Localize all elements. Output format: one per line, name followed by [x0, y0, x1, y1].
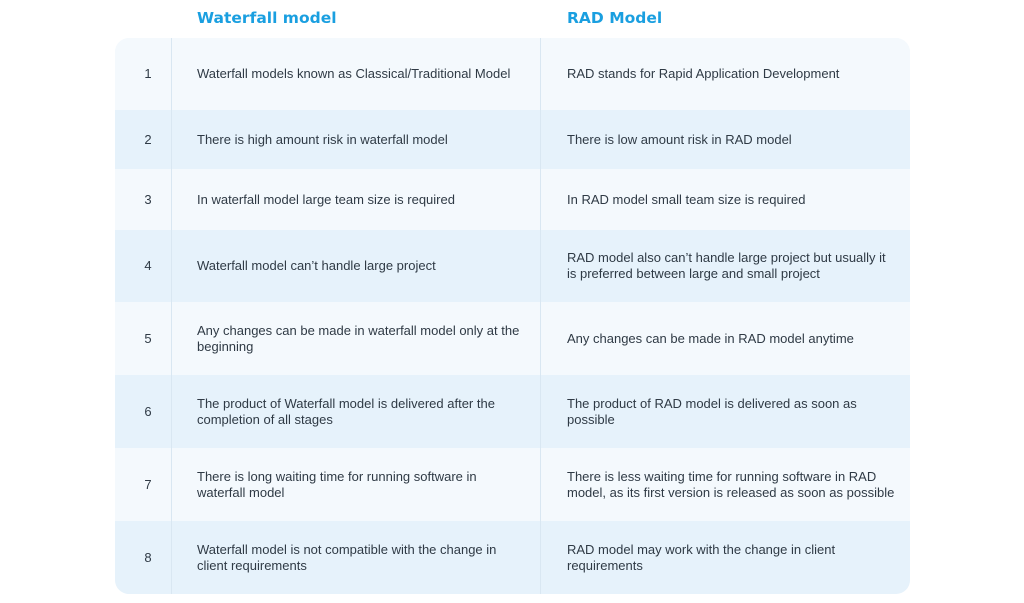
row-number: 7: [144, 476, 152, 492]
waterfall-cell: [171, 169, 540, 230]
waterfall-text: There is high amount risk in waterfall model: [197, 131, 448, 147]
column-divider: [540, 38, 541, 594]
table-row: [115, 110, 910, 169]
comparison-table: [115, 38, 910, 594]
table-row: [115, 448, 910, 521]
rad-text: In RAD model small team size is required: [567, 191, 806, 207]
waterfall-cell: [171, 302, 540, 375]
row-number: 3: [144, 191, 152, 207]
waterfall-text: The product of Waterfall model is delivered after the completion of all stages: [197, 395, 495, 427]
waterfall-cell: [171, 521, 540, 594]
table-row: [115, 302, 910, 375]
table-row: [115, 230, 910, 302]
rad-cell: [540, 169, 910, 230]
row-number: 1: [144, 66, 152, 81]
table-row: [115, 521, 910, 594]
rad-cell: [540, 448, 910, 521]
row-number: 8: [144, 549, 152, 565]
rad-text: RAD model also can’t handle large project but usually it is preferred between large and small project: [567, 250, 886, 281]
waterfall-cell: [171, 375, 540, 448]
table-row: [115, 375, 910, 448]
waterfall-cell: [171, 230, 540, 302]
waterfall-cell: [171, 110, 540, 169]
table-row: [115, 38, 910, 110]
waterfall-cell: [171, 38, 540, 110]
waterfall-text: In waterfall model large team size is required: [197, 191, 455, 207]
waterfall-column-header: Waterfall model: [197, 9, 337, 27]
waterfall-text: There is long waiting time for running software in waterfall model: [197, 468, 477, 500]
rad-column-header: RAD Model: [567, 9, 663, 27]
rad-text: The product of RAD model is delivered as soon as possible: [567, 395, 857, 427]
waterfall-cell: [171, 448, 540, 521]
rad-cell: [540, 375, 910, 448]
row-number: 4: [144, 258, 152, 273]
waterfall-text: Any changes can be made in waterfall model only at the beginning: [197, 322, 520, 354]
row-number: 6: [144, 403, 152, 419]
rad-cell: [540, 110, 910, 169]
waterfall-text: Waterfall model is not compatible with the change in client requirements: [197, 541, 497, 573]
waterfall-text: Waterfall models known as Classical/Traditional Model: [197, 66, 511, 81]
row-number: 2: [144, 131, 152, 147]
waterfall-text: Waterfall model can’t handle large project: [197, 258, 436, 273]
rad-text: There is less waiting time for running software in RAD model, as its first version is released as soon as possible: [567, 468, 895, 500]
table-row: [115, 169, 910, 230]
rad-cell: [540, 38, 910, 110]
rad-cell: [540, 302, 910, 375]
rad-text: RAD stands for Rapid Application Development: [567, 66, 840, 81]
column-divider: [171, 38, 172, 594]
rad-text: RAD model may work with the change in client requirements: [567, 541, 836, 573]
rad-cell: [540, 230, 910, 302]
rad-text: There is low amount risk in RAD model: [567, 131, 792, 147]
rad-cell: [540, 521, 910, 594]
rad-text: Any changes can be made in RAD model anytime: [567, 330, 854, 346]
row-number: 5: [144, 330, 152, 346]
